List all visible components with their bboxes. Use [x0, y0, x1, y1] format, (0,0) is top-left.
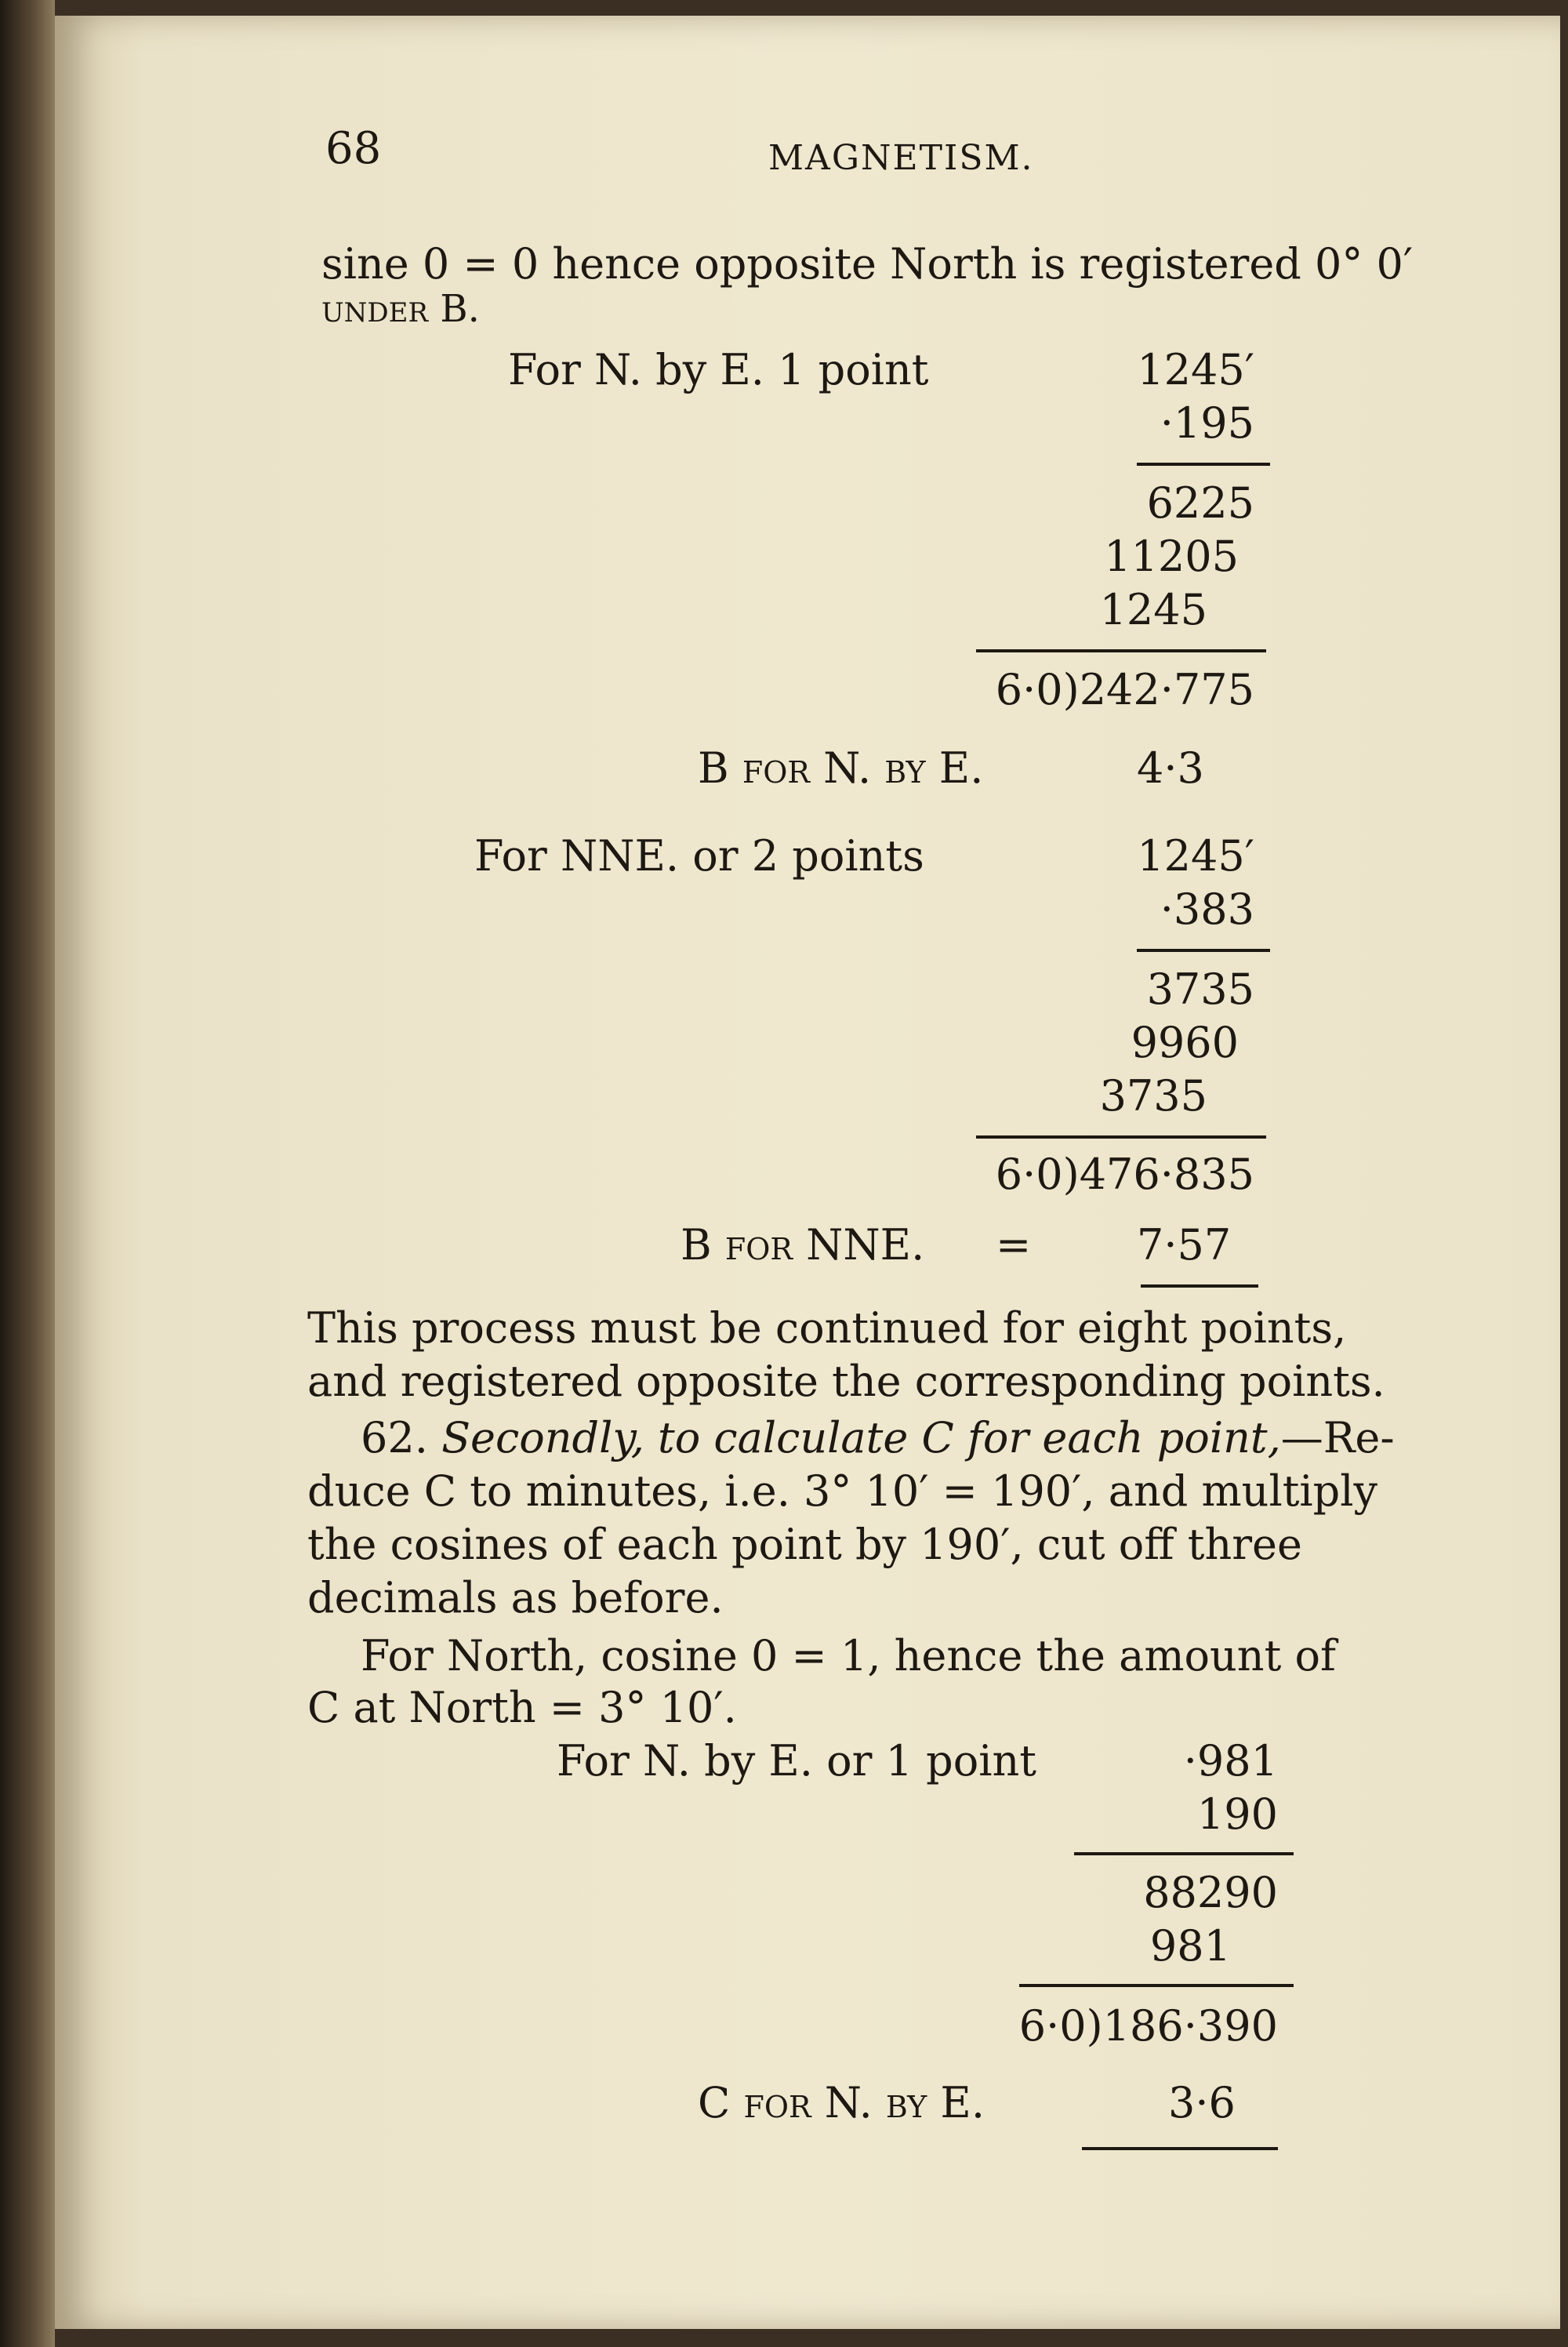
rule-line — [1074, 1852, 1294, 1855]
calc-row: 6·0)476·835 — [995, 1150, 1254, 1199]
calc-row: 3735 — [1099, 1071, 1207, 1121]
calc-row: 6225 — [1146, 478, 1254, 528]
section62-line-2: duce C to minutes, i.e. 3° 10′ = 190′, and multiply — [307, 1466, 1378, 1516]
calc-b-nne-label: For NNE. or 2 points — [474, 831, 924, 881]
calc-b-nbye-result-label: B for N. by E. — [698, 743, 984, 793]
section-line1-rest: —Re- — [1280, 1413, 1395, 1462]
paragraph1-line-1: This process must be continued for eight points, — [307, 1303, 1347, 1353]
paragraph2-line-2: C at North = 3° 10′. — [307, 1683, 737, 1732]
calc-row: 11205 — [1104, 532, 1239, 581]
rule-line — [1141, 1284, 1258, 1288]
calc-row: 1245′ — [1137, 345, 1254, 394]
running-title: MAGNETISM. — [768, 138, 1034, 178]
intro-line-1: sine 0 = 0 hence opposite North is registered 0° 0′ — [321, 239, 1414, 289]
section62-line-3: the cosines of each point by 190′, cut off three — [307, 1520, 1302, 1569]
calc-row: 190 — [1196, 1789, 1278, 1839]
calc-row: 6·0)242·775 — [995, 665, 1254, 714]
calc-row: ·195 — [1160, 398, 1254, 448]
calc-row: ·383 — [1160, 885, 1254, 934]
section-italic-lead: Secondly, to calculate C for each point, — [441, 1413, 1281, 1462]
paragraph2-line-1: For North, cosine 0 = 1, hence the amount of — [361, 1631, 1336, 1680]
rule-line — [1137, 463, 1270, 466]
calc-row: ·981 — [1183, 1736, 1278, 1786]
calc-c-nbye-result-label: C for N. by E. — [698, 2078, 985, 2127]
rule-line — [1082, 2147, 1278, 2150]
calc-row: 6·0)186·390 — [1018, 2001, 1278, 2051]
paragraph1-line-2: and registered opposite the corresponding points. — [307, 1357, 1385, 1406]
calc-row: 1245′ — [1137, 831, 1254, 881]
calc-b-nne-result-value: 7·57 — [1137, 1220, 1232, 1270]
calc-row: 3735 — [1146, 965, 1254, 1014]
calc-b-nbye-label: For N. by E. 1 point — [508, 345, 929, 394]
calc-c-nbye-result-value: 3·6 — [1168, 2078, 1236, 2127]
calc-row: 981 — [1149, 1921, 1231, 1971]
calc-row: 9960 — [1131, 1018, 1239, 1067]
section62-line-4: decimals as before. — [307, 1573, 724, 1622]
book-spine-edge — [0, 0, 55, 2347]
section-number: 62. — [361, 1413, 428, 1462]
intro-line-2: under B. — [321, 287, 480, 331]
section62-line-1 — [361, 1413, 1395, 1463]
rule-line — [1137, 949, 1270, 952]
calc-row: 1245 — [1099, 585, 1207, 634]
calc-b-nne-result-eq: = — [996, 1220, 1032, 1270]
page-number: 68 — [325, 123, 382, 174]
rule-line — [976, 649, 1266, 652]
calc-c-nbye-label: For N. by E. or 1 point — [557, 1736, 1036, 1786]
calc-b-nbye-result-value: 4·3 — [1137, 743, 1204, 793]
calc-b-nne-result-label: B for NNE. — [681, 1220, 925, 1270]
calc-row: 88290 — [1143, 1868, 1278, 1917]
rule-line — [1019, 1984, 1294, 1987]
rule-line — [976, 1135, 1266, 1139]
